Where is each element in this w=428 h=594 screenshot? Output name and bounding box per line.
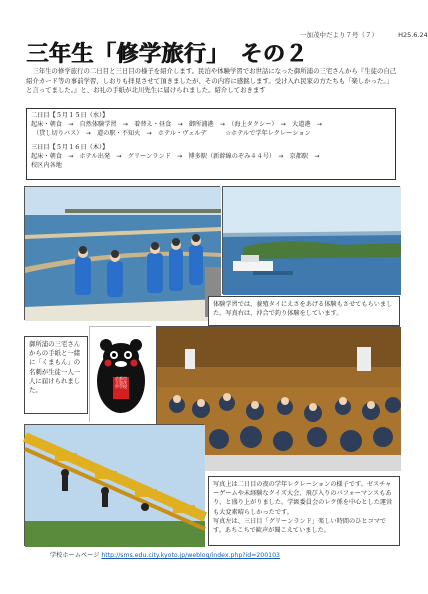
day2-line2: （貸し切りバス） → 道の駅・不知火 → ホテル・ヴェルデ ☆ホテルで学年レクレーション	[33, 130, 311, 137]
issue-date: H25.6.24	[398, 31, 428, 39]
kumamon-caption: 御所浦の三宅さんからの手紙と一緒に「くまもん」の名刺が生徒一人一人に届けられました。	[24, 336, 88, 414]
footer-prefix: 学校ホームページ	[50, 552, 102, 559]
page-title: 三年生「修学旅行」 その２	[26, 42, 308, 67]
day2-line1: 起床・朝食 → 自然体験学習 → 着替え・昼食 → 御所浦港 → （海上タクシー） → 大道港 →	[31, 121, 322, 128]
kumamon-card-photo	[89, 326, 151, 422]
greenland-ride-photo	[24, 424, 204, 546]
day2-label: 二日目【５月１５日（水）】	[31, 112, 109, 119]
day3-line2: 校区内各地	[31, 162, 62, 169]
intro-text: 三年生の修学旅行の二日目と三日目の様子を紹介します。民泊や体験学習でお世話になった御所浦の三宅さんから『生徒の自己紹介カード等の事前学習、しおりも拝見させて頂きましたが、その内容に感銘します。受け入れ民家の方たちも「楽しかった。」と言ってました。』と、お礼の手紙が北川先生に届けられました。紹介しておきます	[26, 67, 397, 94]
newsletter-header	[300, 30, 428, 39]
day3-line1: 起床・朝食 → ホテル出発 → グリーンランド → 博多駅（新幹線のぞみ４４号） → 京都駅 →	[31, 153, 320, 160]
fishing-caption: 体験学習では、養殖タイにえさをあげる体験もさせてもらいました。写真右は、沖合で釣り体験をしています。	[208, 296, 400, 326]
schedule-box	[26, 108, 396, 180]
sea-fishing-photo	[222, 186, 400, 294]
school-homepage-link[interactable]: http://sms.edu.city.kyoto.jp/weblog/index.php?id=200103	[101, 552, 280, 559]
footer	[50, 550, 280, 559]
fish-farm-photo	[24, 186, 220, 320]
newsletter-name: 一加茂中だより７号（７）	[300, 31, 378, 39]
kumamon-card-text: 京都市立加茂中学校	[115, 376, 127, 389]
recreation-caption: 写真上は二日目の夜の学年レクレーションの様子です。ゼスチャーゲームや未経験なクイズ大会、飛び入りのパフォーマンスもあり、と盛り上がりました。学級委員会のレク係を中心とした運営も大変素晴らしかったです。 写真左は、三日目「グリーンランド」楽しい時間のひとコマです。あちこちで歓声が聞こえていました。	[208, 476, 400, 546]
day3-label: 三日目【５月１６日（木）】	[31, 144, 109, 151]
